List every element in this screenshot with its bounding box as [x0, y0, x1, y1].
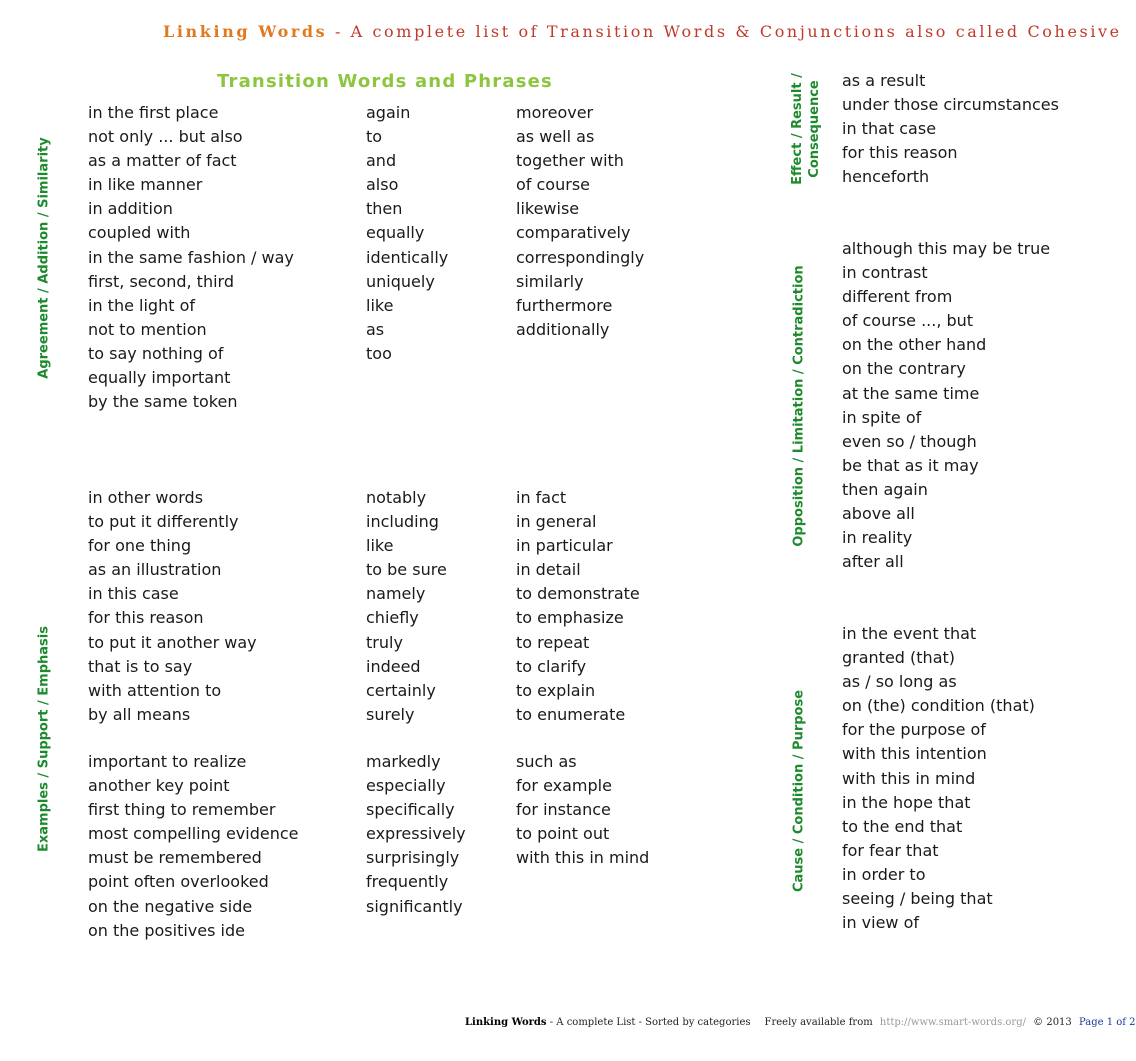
list-item: to enumerate	[516, 704, 626, 724]
list-item: different from	[842, 287, 953, 307]
list-item: certainly	[366, 680, 436, 700]
list-item: for the purpose of	[842, 720, 986, 740]
list-item: equally important	[88, 368, 231, 388]
category-label-opposition: Opposition / Limitation / Contradiction	[791, 265, 807, 547]
list-item: to put it differently	[88, 512, 239, 532]
list-item: by all means	[88, 704, 191, 724]
list-item: as a result	[842, 71, 926, 90]
list-item: specifically	[366, 800, 455, 820]
list-item: of course ..., but	[842, 311, 974, 331]
list-item: granted (that)	[842, 648, 956, 668]
list-item: to emphasize	[516, 608, 624, 628]
list-item: in addition	[88, 199, 173, 219]
effect-column	[842, 69, 1059, 189]
emphasis-column-1	[88, 750, 299, 943]
list-item: in order to	[842, 864, 926, 884]
list-item: for this reason	[842, 143, 958, 163]
examples-column-1	[88, 486, 257, 727]
category-label-agreement: Agreement / Addition / Similarity	[36, 137, 52, 379]
list-item: to the end that	[842, 816, 963, 836]
list-item: first thing to remember	[88, 800, 276, 820]
cause-column	[842, 622, 1035, 935]
list-item: to be sure	[366, 560, 447, 580]
list-item: as	[366, 319, 385, 339]
emphasis-column-2	[366, 750, 466, 919]
opposition-column	[842, 237, 1050, 574]
list-item: point often overlooked	[88, 872, 269, 892]
list-item: indeed	[366, 656, 421, 676]
list-item: for one thing	[88, 536, 192, 556]
list-item: in fact	[516, 488, 567, 507]
list-item: including	[366, 512, 439, 532]
footer-available: Freely available from	[764, 1017, 873, 1028]
list-item: markedly	[366, 752, 441, 771]
footer-title: Linking Words	[465, 1017, 547, 1028]
list-item: on the other hand	[842, 335, 987, 355]
list-item: in the same fashion / way	[88, 247, 294, 267]
list-item: on the contrary	[842, 359, 966, 379]
list-item: correspondingly	[516, 247, 645, 267]
list-item: not only ... but also	[88, 127, 243, 147]
agreement-column-2	[366, 101, 448, 366]
footer-page-number: Page 1 of 2	[1078, 1017, 1136, 1028]
list-item: important to realize	[88, 752, 247, 771]
list-item: in this case	[88, 584, 179, 604]
list-item: as well as	[516, 127, 595, 147]
list-item: in that case	[842, 119, 937, 139]
footer-copyright: © 2013	[1033, 1017, 1072, 1028]
list-item: in the hope that	[842, 792, 971, 812]
list-item: with attention to	[88, 680, 222, 700]
list-item: of course	[516, 175, 590, 195]
examples-column-3	[516, 486, 640, 727]
list-item: similarly	[516, 271, 584, 291]
list-item: then	[366, 199, 403, 219]
list-item: identically	[366, 247, 449, 267]
document-header	[163, 22, 1122, 41]
list-item: with this in mind	[842, 768, 976, 788]
category-label-effect-line2: Consequence	[807, 80, 822, 178]
list-item: seeing / being that	[842, 889, 993, 909]
list-item: like	[366, 536, 394, 556]
list-item: chiefly	[366, 608, 419, 628]
emphasis-column-3	[516, 750, 649, 870]
list-item: in detail	[516, 560, 581, 580]
list-item: significantly	[366, 896, 463, 916]
list-item: first, second, third	[88, 271, 234, 291]
list-item: that is to say	[88, 656, 193, 676]
list-item: in particular	[516, 536, 613, 556]
list-item: with this intention	[842, 744, 987, 764]
list-item: for fear that	[842, 840, 939, 860]
list-item: moreover	[516, 103, 594, 122]
list-item: even so / though	[842, 431, 977, 451]
list-item: as a matter of fact	[88, 151, 237, 171]
category-label-effect-line1: Effect / Result /	[790, 73, 805, 185]
list-item: although this may be true	[842, 239, 1051, 258]
list-item: in the first place	[88, 103, 219, 122]
list-item: on the positives ide	[88, 920, 245, 940]
list-item: together with	[516, 151, 624, 171]
list-item: on the negative side	[88, 896, 253, 916]
list-item: in contrast	[842, 263, 928, 283]
list-item: to point out	[516, 824, 610, 844]
list-item: uniquely	[366, 271, 435, 291]
list-item: comparatively	[516, 223, 631, 243]
list-item: above all	[842, 504, 915, 524]
category-label-cause: Cause / Condition / Purpose	[791, 689, 807, 893]
list-item: like	[366, 295, 394, 315]
list-item: in the event that	[842, 624, 977, 643]
list-item: to demonstrate	[516, 584, 640, 604]
footer-url[interactable]: http://www.smart-words.org/	[879, 1017, 1026, 1028]
list-item: henceforth	[842, 167, 930, 187]
list-item: another key point	[88, 776, 230, 796]
list-item: truly	[366, 632, 403, 652]
list-item: in the light of	[88, 295, 195, 315]
list-item: in general	[516, 512, 597, 532]
list-item: for this reason	[88, 608, 204, 628]
list-item: surprisingly	[366, 848, 460, 868]
list-item: to	[366, 127, 383, 147]
page-footer	[465, 1017, 1136, 1028]
list-item: in reality	[842, 528, 913, 548]
list-item: as an illustration	[88, 560, 222, 580]
list-item: equally	[366, 223, 425, 243]
list-item: likewise	[516, 199, 580, 219]
category-label-examples: Examples / Support / Emphasis	[36, 626, 52, 852]
header-subtitle: - A complete list of Transition Words & Conjunctions also called Cohesive	[327, 22, 1122, 41]
list-item: under those circumstances	[842, 95, 1059, 115]
list-item: after all	[842, 552, 904, 572]
list-item: and	[366, 151, 397, 171]
list-item: expressively	[366, 824, 466, 844]
list-item: to repeat	[516, 632, 590, 652]
list-item: in spite of	[842, 407, 922, 427]
list-item: notably	[366, 488, 427, 507]
list-item: to clarify	[516, 656, 587, 676]
list-item: in view of	[842, 913, 920, 933]
category-label-effect	[789, 73, 823, 185]
list-item: namely	[366, 584, 426, 604]
list-item: additionally	[516, 319, 610, 339]
list-item: for instance	[516, 800, 611, 820]
list-item: at the same time	[842, 383, 980, 403]
list-item: also	[366, 175, 399, 195]
list-item: on (the) condition (that)	[842, 696, 1035, 716]
list-item: in like manner	[88, 175, 203, 195]
agreement-column-1	[88, 101, 294, 414]
list-item: to put it another way	[88, 632, 257, 652]
list-item: for example	[516, 776, 612, 796]
list-item: especially	[366, 776, 446, 796]
list-item: again	[366, 103, 411, 122]
list-item: frequently	[366, 872, 449, 892]
list-item: too	[366, 343, 392, 363]
examples-column-2	[366, 486, 447, 727]
header-brand: Linking Words	[163, 22, 328, 41]
footer-subtitle: - A complete List - Sorted by categories	[546, 1017, 751, 1028]
list-item: such as	[516, 752, 577, 771]
list-item: surely	[366, 704, 415, 724]
list-item: must be remembered	[88, 848, 262, 868]
list-item: as / so long as	[842, 672, 957, 692]
section-title: Transition Words and Phrases	[217, 71, 553, 92]
list-item: with this in mind	[516, 848, 650, 868]
list-item: be that as it may	[842, 455, 979, 475]
list-item: then again	[842, 479, 928, 499]
agreement-column-3	[516, 101, 644, 342]
list-item: by the same token	[88, 392, 238, 412]
list-item: in other words	[88, 488, 204, 507]
list-item: most compelling evidence	[88, 824, 299, 844]
list-item: not to mention	[88, 319, 207, 339]
list-item: to say nothing of	[88, 343, 224, 363]
list-item: to explain	[516, 680, 596, 700]
list-item: furthermore	[516, 295, 613, 315]
list-item: coupled with	[88, 223, 191, 243]
